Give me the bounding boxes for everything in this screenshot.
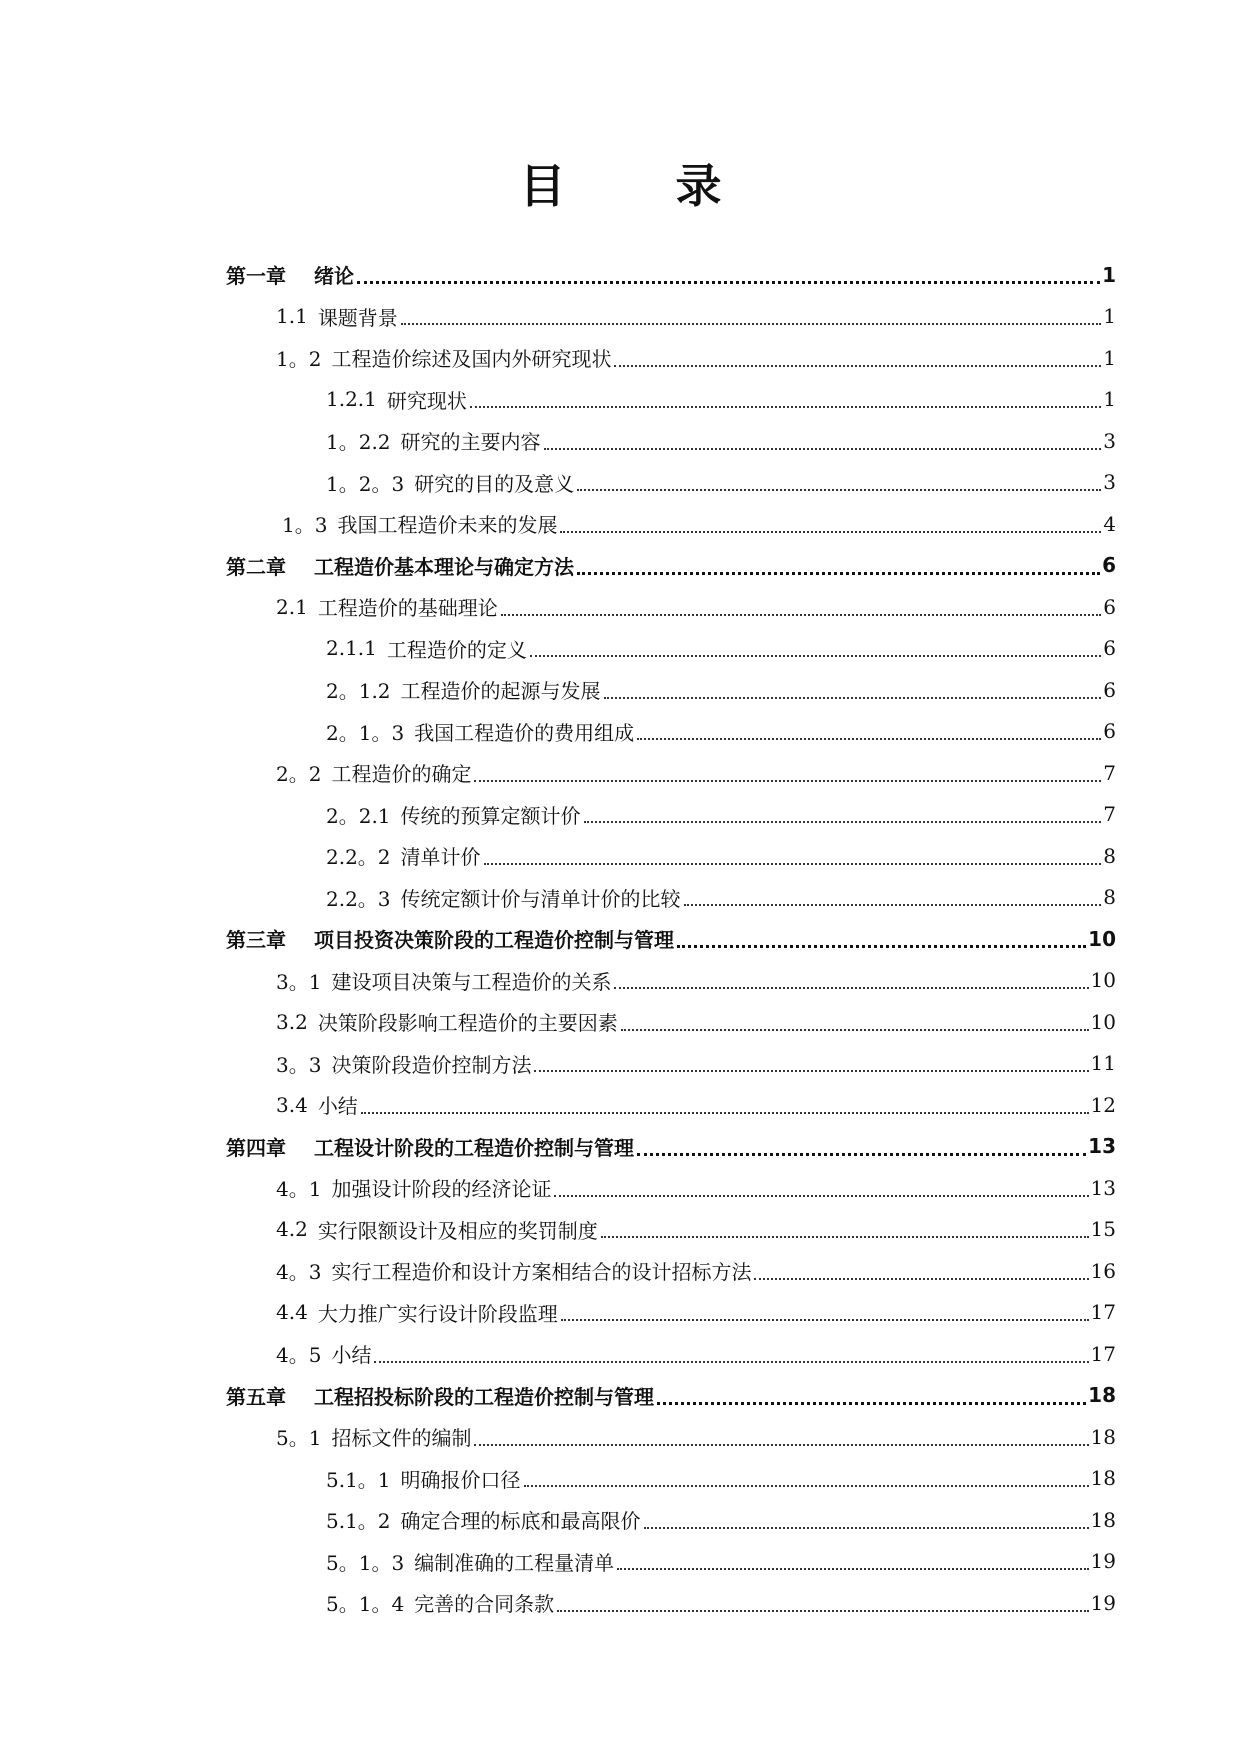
toc-entry-title: 工程造价基本理论与确定方法	[314, 554, 574, 579]
toc-dot-leader	[584, 821, 1102, 823]
toc-entry-title: 绪论	[314, 264, 354, 289]
toc-page-number: 6	[1103, 719, 1116, 744]
toc-entry[interactable]	[226, 420, 1116, 462]
toc-entry[interactable]	[226, 1541, 1116, 1583]
toc-page-number: 18	[1090, 1424, 1116, 1449]
toc-entry-number: 1。2。3	[326, 471, 405, 496]
toc-entry-title: 工程设计阶段的工程造价控制与管理	[314, 1135, 634, 1160]
toc-entry-title: 小结	[331, 1343, 372, 1368]
toc-entry-number: 5.1。1	[326, 1467, 391, 1492]
toc-entry-number: 2。2.1	[326, 803, 391, 828]
toc-page-number: 16	[1090, 1258, 1116, 1283]
toc-entry[interactable]	[226, 1209, 1116, 1251]
toc-entry-title: 工程造价的确定	[331, 762, 472, 787]
toc-page-number: 17	[1090, 1341, 1116, 1366]
toc-entry-number: 5。1。3	[326, 1550, 405, 1575]
toc-page-number: 8	[1103, 843, 1116, 868]
toc-entry[interactable]	[226, 1001, 1116, 1043]
toc-chapter-entry[interactable]	[226, 545, 1116, 587]
toc-page-number: 6	[1102, 553, 1116, 578]
toc-dot-leader	[484, 863, 1102, 865]
toc-entry-title: 加强设计阶段的经济论证	[331, 1177, 552, 1202]
toc-page-number: 19	[1090, 1549, 1116, 1574]
toc-dot-leader	[754, 1278, 1088, 1280]
toc-page-number: 3	[1103, 428, 1116, 453]
toc-page-number: 1	[1103, 387, 1116, 412]
toc-entry-number: 第四章	[226, 1135, 286, 1160]
toc-entry-number: 3.2	[276, 1009, 308, 1034]
toc-entry[interactable]	[226, 794, 1116, 836]
toc-entry[interactable]	[226, 1084, 1116, 1126]
toc-dot-leader	[644, 1527, 1089, 1529]
toc-dot-leader	[601, 1236, 1089, 1238]
toc-page-number: 12	[1090, 1092, 1116, 1117]
toc-entry[interactable]	[226, 752, 1116, 794]
toc-chapter-entry[interactable]	[226, 1375, 1116, 1417]
toc-entry[interactable]	[226, 1458, 1116, 1500]
toc-entry-title: 建设项目决策与工程造价的关系	[331, 969, 612, 994]
toc-page-number: 8	[1103, 885, 1116, 910]
toc-entry[interactable]	[226, 835, 1116, 877]
toc-entry[interactable]	[226, 1333, 1116, 1375]
toc-dot-leader	[621, 1029, 1089, 1031]
toc-entry[interactable]	[226, 1167, 1116, 1209]
toc-entry-title: 实行工程造价和设计方案相结合的设计招标方法	[331, 1260, 752, 1285]
toc-dot-leader	[361, 1112, 1089, 1114]
toc-entry[interactable]	[226, 628, 1116, 670]
toc-entry-number: 4.2	[276, 1217, 308, 1242]
toc-entry-number: 4.4	[276, 1300, 308, 1325]
toc-dot-leader	[530, 655, 1101, 657]
toc-page-number: 18	[1090, 1466, 1116, 1491]
toc-entry-number: 2.2。3	[326, 886, 391, 911]
toc-entry-number: 5。1	[276, 1426, 322, 1451]
toc-entry[interactable]	[226, 337, 1116, 379]
toc-dot-leader	[534, 1070, 1088, 1072]
toc-page-number: 10	[1090, 1009, 1116, 1034]
toc-entry-number: 2.1.1	[326, 636, 377, 661]
toc-entry[interactable]	[226, 711, 1116, 753]
toc-entry-title: 大力推广实行设计阶段监理	[317, 1301, 558, 1326]
title-char-2: 录	[675, 159, 722, 213]
toc-dot-leader	[554, 1195, 1088, 1197]
toc-entry-number: 2。1。3	[326, 720, 405, 745]
toc-entry-number: 5.1。2	[326, 1509, 391, 1534]
toc-entry-title: 确定合理的标底和最高限价	[400, 1509, 641, 1534]
toc-dot-leader	[524, 1485, 1089, 1487]
toc-entry[interactable]	[226, 462, 1116, 504]
toc-dot-leader	[560, 531, 1101, 533]
toc-entry-number: 1。3	[282, 513, 328, 538]
toc-dot-leader	[614, 987, 1088, 989]
toc-entry[interactable]	[226, 1043, 1116, 1085]
toc-entry-title: 我国工程造价的费用组成	[414, 720, 635, 745]
toc-entry[interactable]	[226, 1250, 1116, 1292]
toc-entry[interactable]	[226, 1416, 1116, 1458]
toc-chapter-entry[interactable]	[226, 918, 1116, 960]
toc-entry[interactable]	[226, 503, 1116, 545]
toc-page-number: 18	[1088, 1383, 1116, 1408]
toc-entry-number: 1。2.2	[326, 430, 391, 455]
toc-entry-title: 清单计价	[400, 845, 481, 870]
toc-entry-number: 3。1	[276, 969, 322, 994]
toc-page-number: 1	[1103, 304, 1116, 329]
toc-dot-leader	[604, 697, 1102, 699]
toc-dot-leader	[374, 1361, 1088, 1363]
toc-dot-leader	[677, 945, 1086, 948]
toc-entry-number: 第五章	[226, 1384, 286, 1409]
toc-entry-number: 第二章	[226, 554, 286, 579]
toc-entry-number: 第三章	[226, 928, 286, 953]
toc-page-number: 10	[1090, 968, 1116, 993]
toc-entry-title: 完善的合同条款	[414, 1592, 555, 1617]
toc-page-number: 6	[1103, 594, 1116, 619]
toc-entry-number: 第一章	[226, 264, 286, 289]
toc-page-number: 13	[1090, 1175, 1116, 1200]
toc-entry-number: 1.1	[276, 304, 308, 329]
toc-entry[interactable]	[226, 960, 1116, 1002]
toc-entry[interactable]	[226, 1582, 1116, 1624]
toc-entry-number: 2。2	[276, 762, 322, 787]
toc-page-number: 11	[1090, 1051, 1116, 1076]
toc-dot-leader	[614, 365, 1101, 367]
toc-chapter-entry[interactable]	[226, 254, 1116, 296]
toc-entry[interactable]	[226, 1499, 1116, 1541]
toc-dot-leader	[637, 1153, 1086, 1156]
toc-entry-title: 实行限额设计及相应的奖罚制度	[317, 1218, 598, 1243]
toc-page-number: 1	[1103, 345, 1116, 370]
toc-entry-title: 传统定额计价与清单计价的比较	[400, 886, 681, 911]
toc-page-number: 18	[1090, 1507, 1116, 1532]
toc-dot-leader	[657, 1402, 1086, 1405]
toc-page-number: 13	[1088, 1134, 1116, 1159]
toc-page-number: 10	[1088, 926, 1116, 951]
toc-entry-number: 1。2	[276, 347, 322, 372]
toc-dot-leader	[474, 780, 1101, 782]
toc-entry-title: 传统的预算定额计价	[400, 803, 581, 828]
toc-page-number: 3	[1103, 470, 1116, 495]
toc-dot-leader	[470, 406, 1101, 408]
toc-entry-number: 3。3	[276, 1052, 322, 1077]
toc-entry[interactable]	[226, 877, 1116, 919]
toc-entry[interactable]	[226, 586, 1116, 628]
toc-entry-title: 项目投资决策阶段的工程造价控制与管理	[314, 928, 674, 953]
table-of-contents	[226, 254, 1116, 1624]
toc-dot-leader	[501, 614, 1101, 616]
toc-page-number: 7	[1103, 760, 1116, 785]
toc-page-number: 15	[1090, 1217, 1116, 1242]
toc-entry-title: 研究的目的及意义	[414, 471, 575, 496]
toc-entry[interactable]	[226, 379, 1116, 421]
toc-page-number: 17	[1090, 1300, 1116, 1325]
toc-entry-number: 4。1	[276, 1177, 322, 1202]
toc-entry-number: 4。3	[276, 1260, 322, 1285]
toc-entry-title: 我国工程造价未来的发展	[337, 513, 558, 538]
toc-entry-title: 招标文件的编制	[331, 1426, 472, 1451]
title-char-1: 目	[519, 159, 566, 213]
toc-entry-number: 1.2.1	[326, 387, 377, 412]
toc-entry[interactable]	[226, 1292, 1116, 1334]
toc-page-number: 4	[1103, 511, 1116, 536]
toc-entry-number: 5。1。4	[326, 1592, 405, 1617]
toc-entry-title: 研究的主要内容	[400, 430, 541, 455]
toc-entry-title: 明确报价口径	[400, 1467, 521, 1492]
toc-entry-title: 工程造价的基础理论	[317, 596, 498, 621]
toc-page-number: 6	[1103, 677, 1116, 702]
toc-dot-leader	[577, 572, 1100, 575]
toc-entry-number: 2.2。2	[326, 845, 391, 870]
toc-page-number: 7	[1103, 802, 1116, 827]
page-title	[0, 156, 1241, 216]
toc-entry-title: 工程造价的起源与发展	[400, 679, 601, 704]
toc-entry-number: 2。1.2	[326, 679, 391, 704]
toc-entry-number: 2.1	[276, 594, 308, 619]
toc-dot-leader	[544, 448, 1102, 450]
toc-entry[interactable]	[226, 296, 1116, 338]
toc-dot-leader	[637, 738, 1101, 740]
toc-dot-leader	[557, 1610, 1088, 1612]
toc-entry[interactable]	[226, 669, 1116, 711]
toc-dot-leader	[577, 489, 1101, 491]
toc-entry-title: 决策阶段影响工程造价的主要因素	[317, 1011, 618, 1036]
toc-dot-leader	[357, 281, 1100, 284]
toc-entry-title: 小结	[317, 1094, 358, 1119]
toc-page-number: 1	[1102, 262, 1116, 287]
toc-dot-leader	[474, 1444, 1088, 1446]
toc-chapter-entry[interactable]	[226, 1126, 1116, 1168]
toc-entry-title: 研究现状	[386, 388, 467, 413]
toc-entry-number: 3.4	[276, 1092, 308, 1117]
toc-entry-title: 工程招投标阶段的工程造价控制与管理	[314, 1384, 654, 1409]
toc-dot-leader	[401, 323, 1101, 325]
toc-entry-title: 编制准确的工程量清单	[414, 1550, 615, 1575]
toc-entry-title: 决策阶段造价控制方法	[331, 1052, 532, 1077]
toc-dot-leader	[561, 1319, 1089, 1321]
toc-page-number: 19	[1090, 1590, 1116, 1615]
toc-entry-number: 4。5	[276, 1343, 322, 1368]
toc-entry-title: 工程造价综述及国内外研究现状	[331, 347, 612, 372]
toc-page-number: 6	[1103, 636, 1116, 661]
toc-entry-title: 课题背景	[317, 305, 398, 330]
toc-dot-leader	[684, 904, 1102, 906]
toc-dot-leader	[617, 1568, 1088, 1570]
toc-entry-title: 工程造价的定义	[386, 637, 527, 662]
